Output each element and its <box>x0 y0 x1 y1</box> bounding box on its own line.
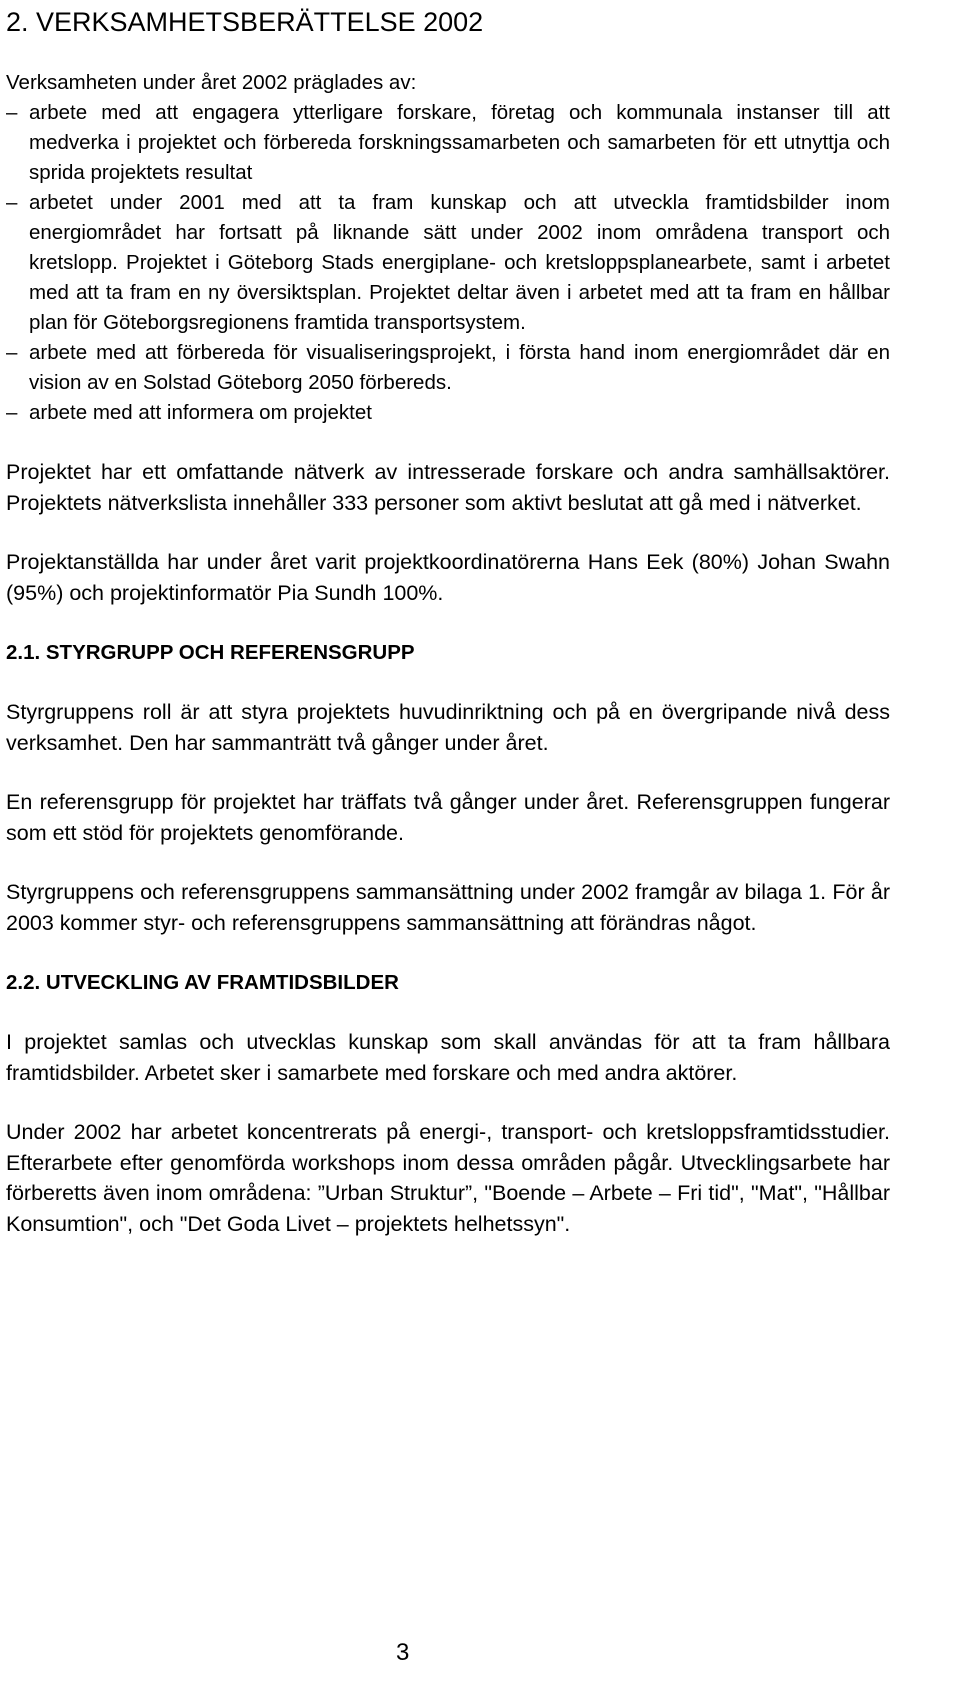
dash-marker: – <box>6 341 18 364</box>
section-heading-2-2: 2.2. UTVECKLING AV FRAMTIDSBILDER <box>6 971 399 994</box>
list-item-text: arbete med att engagera ytterligare forskare, företag och kommunala instanser till att medverka i projektet och förbereda forskningssamarbeten och samarbeten för ett utnyttja och sprida projektets resultat <box>29 101 890 184</box>
page-title: 2. VERKSAMHETSBERÄTTELSE 2002 <box>6 7 484 37</box>
knowledge-paragraph: I projektet samlas och utvecklas kunskap som skall användas för att ta fram hållbara framtidsbilder. Arbetet sker i samarbete med forskare och med andra aktörer. <box>6 1030 890 1085</box>
list-item-text: arbete med att informera om projektet <box>29 401 372 424</box>
list-item <box>6 98 890 188</box>
list-item-text: arbetet under 2001 med att ta fram kunskap och att utveckla framtidsbilder inom energiområdet har fortsatt på liknande sätt under 2002 inom områdena transport och kretslopp. Projektet i Göteborg Stads energiplane- och kretsloppsplanearbete, samt i arbetet med att ta fram en ny översiktsplan. Projektet deltar även i arbetet med att ta fram en hållbar plan för Göteborgsregionens framtida transportsystem. <box>29 191 890 334</box>
section-heading-2-1: 2.1. STYRGRUPP OCH REFERENSGRUPP <box>6 641 415 664</box>
network-paragraph: Projektet har ett omfattande nätverk av intresserade forskare och andra samhällsaktörer. Projektets nätverkslista innehåller 333 personer som aktivt beslutat att gå med i nätverket. <box>6 460 890 515</box>
list-item-text: arbete med att förbereda för visualiseringsprojekt, i första hand inom energiområdet där en vision av en Solstad Göteborg 2050 förbereds. <box>29 341 890 394</box>
composition-paragraph: Styrgruppens och referensgruppens sammansättning under 2002 framgår av bilaga 1. För år 2003 kommer styr- och referensgruppens sammansättning att förändras något. <box>6 880 890 935</box>
dash-marker: – <box>6 101 18 124</box>
staff-paragraph: Projektanställda har under året varit projektkoordinatörerna Hans Eek (80%) Johan Swahn (95%) och projektinformatör Pia Sundh 100%. <box>6 550 890 605</box>
dash-marker: – <box>6 401 18 424</box>
list-item <box>6 398 890 428</box>
intro-section <box>6 68 890 428</box>
list-item <box>6 338 890 398</box>
page-number: 3 <box>396 1639 410 1666</box>
reference-group-paragraph: En referensgrupp för projektet har träffats två gånger under året. Referensgruppen fungerar som ett stöd för projektets genomförande. <box>6 790 890 845</box>
activity-list <box>6 98 890 428</box>
intro-text: Verksamheten under året 2002 präglades av: <box>6 71 417 94</box>
steering-group-paragraph: Styrgruppens roll är att styra projektets huvudinriktning och på en övergripande nivå dess verksamhet. Den har sammanträtt två gånger under året. <box>6 700 890 755</box>
document-page <box>6 0 890 1239</box>
list-item <box>6 188 890 338</box>
dash-marker: – <box>6 191 18 214</box>
studies-paragraph: Under 2002 har arbetet koncentrerats på energi-, transport- och kretsloppsframtidsstudier. Efterarbete efter genomförda workshops inom dessa områden pågår. Utvecklingsarbete har förberetts även inom områdena: ”Urban Struktur”, "Boende – Arbete – Fri tid", "Mat", "Hållbar Konsumtion", och "Det Goda Livet – projektets helhetssyn". <box>6 1120 890 1236</box>
